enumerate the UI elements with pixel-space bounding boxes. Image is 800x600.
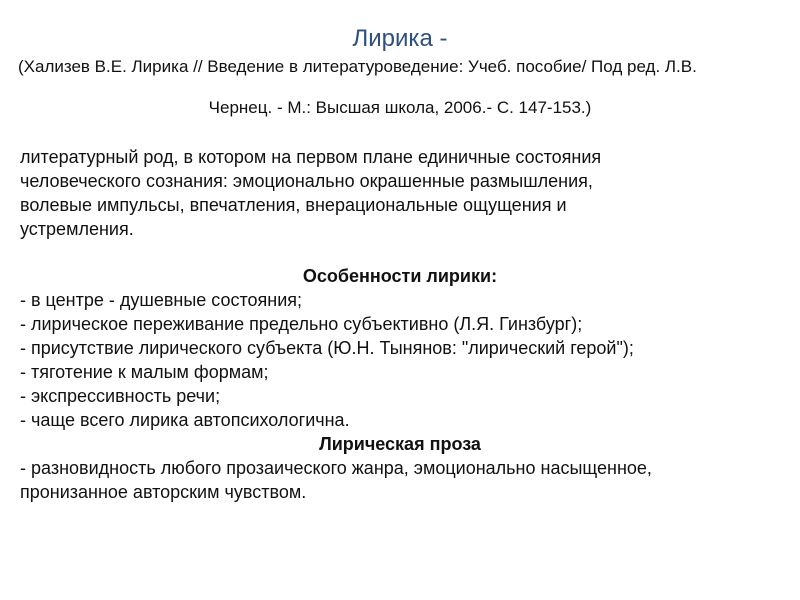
list-item: - тяготение к малым формам; bbox=[20, 362, 269, 382]
source-citation-line-1: (Хализев В.Е. Лирика // Введение в литературоведение: Учеб. пособие/ Под ред. Л.В. bbox=[18, 57, 697, 76]
slide-title bbox=[0, 24, 800, 54]
prose-heading: Лирическая проза bbox=[319, 434, 481, 454]
list-item: - присутствие лирического субъекта (Ю.Н. Тынянов: "лирический герой"); bbox=[20, 338, 634, 358]
definition-line: человеческого сознания: эмоционально окрашенные размышления, bbox=[20, 171, 593, 191]
prose-line: - разновидность любого прозаического жанра, эмоционально насыщенное, bbox=[20, 458, 652, 478]
prose-line: пронизанное авторским чувством. bbox=[20, 482, 307, 502]
title-text: Лирика - bbox=[352, 25, 448, 52]
list-item: - в центре - душевные состояния; bbox=[20, 290, 303, 310]
definition-paragraph bbox=[20, 145, 740, 241]
definition-line: устремления. bbox=[20, 219, 134, 239]
definition-line: литературный род, в котором на первом плане единичные состояния bbox=[20, 147, 602, 167]
source-citation-line-2: Чернец. - М.: Высшая школа, 2006.- С. 147-153.) bbox=[208, 98, 592, 117]
list-item: - лирическое переживание предельно субъективно (Л.Я. Гинзбург); bbox=[20, 314, 583, 334]
prose-paragraph bbox=[20, 456, 790, 504]
definition-line: волевые импульсы, впечатления, внерациональные ощущения и bbox=[20, 195, 567, 215]
features-heading: Особенности лирики: bbox=[302, 266, 498, 286]
features-list bbox=[20, 288, 790, 432]
list-item: - экспрессивность речи; bbox=[20, 386, 221, 406]
list-item: - чаще всего лирика автопсихологична. bbox=[20, 410, 350, 430]
